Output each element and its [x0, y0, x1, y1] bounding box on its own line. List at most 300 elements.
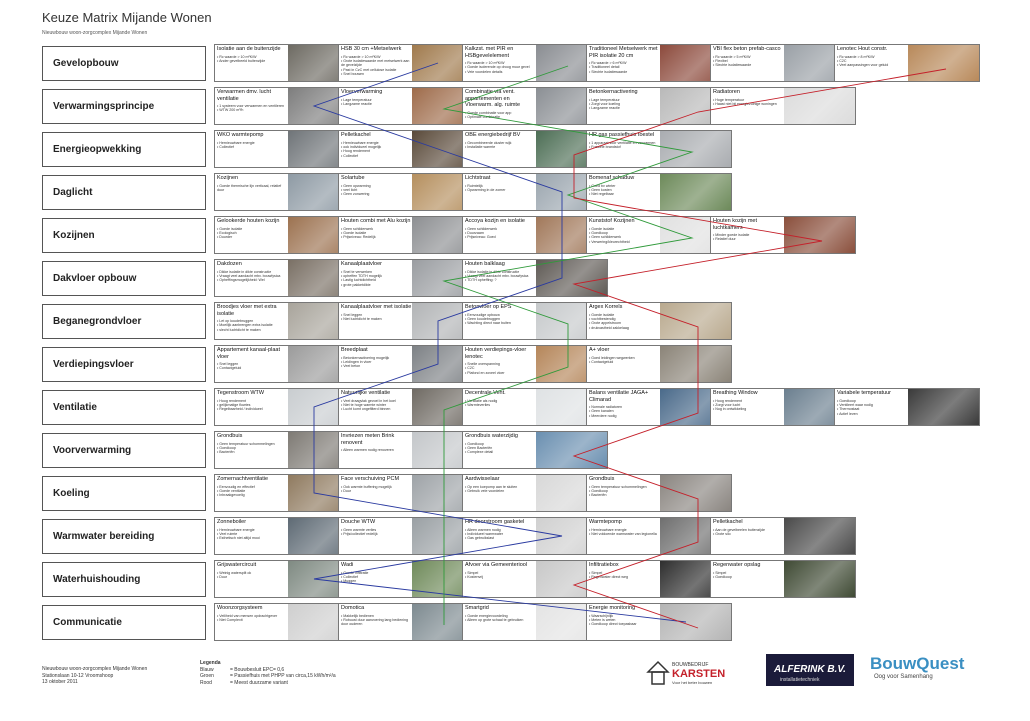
option-text [587, 174, 662, 210]
option-bullet: • opheffen TDTH mogelijk [341, 274, 412, 278]
option-bullets [341, 614, 412, 627]
option-bullet: • Rc waarde > 10 m²K/W [217, 55, 288, 59]
option-bullets [837, 55, 908, 68]
option-bullet: • Contactgeluid [589, 360, 660, 364]
option-bullet: • Minder goede isolatie [713, 233, 784, 237]
page-title: Keuze Matrix Mijande Wonen [42, 10, 212, 25]
option-text [215, 45, 290, 81]
option-text [463, 174, 538, 210]
option-bullet: • Hernieuwbare energie [217, 528, 288, 532]
option-bullets [341, 98, 412, 107]
karsten-text: KARSTEN [672, 668, 726, 680]
option-title: Energie monitoring [589, 605, 636, 611]
option-bullet: • Plafond en zoveel vloer [465, 371, 536, 375]
option-bullet: • Inbraakgevoelig [217, 493, 288, 497]
option-title: Kunststof Kozijnen [589, 218, 635, 224]
option-bullets [713, 55, 784, 68]
option-title: Wadi [341, 562, 354, 568]
option-bullet: • Vele voordelen details [465, 70, 536, 74]
option-text [711, 217, 786, 253]
row-label: Communicatie [42, 605, 206, 640]
option-bullets [217, 104, 288, 113]
option-photo [784, 561, 855, 597]
option-bullets [341, 141, 412, 159]
option-bullet: • Zorgt voor koeling [589, 102, 660, 106]
option-bullet: • Snel te verwerken [341, 270, 412, 274]
option-text [339, 303, 414, 339]
option-bullet: • grote pakketdikte [341, 283, 412, 287]
karsten-logo [646, 658, 730, 688]
option-title: Natuurlijke ventilatie [341, 390, 391, 396]
option-bullet: • Alleen warmen nodig renoveren [341, 448, 412, 452]
address-line: 13 oktober 2011 [42, 679, 78, 685]
option-bullet: • Veel aanpassingen voor geluid [837, 63, 908, 67]
option-bullet: • 1 apparaat voor ventilatie en verwarmen [589, 141, 660, 145]
option-photo [784, 518, 855, 554]
option-bullet: • Past in CzC met cellulose isolatie [341, 68, 412, 72]
option-title: Lenotec Hout constr. [837, 46, 888, 52]
option-title: Argex Korrels [589, 304, 623, 310]
option-text [339, 174, 414, 210]
option-cell [586, 173, 732, 211]
legend-key: Groen [200, 673, 214, 679]
option-title: Smartgrid [465, 605, 489, 611]
option-title: Grondbuis [589, 476, 615, 482]
option-bullet: • Slechte isolatiewaarde [713, 63, 784, 67]
option-bullets [589, 571, 660, 580]
option-text [215, 389, 290, 425]
option-text [587, 604, 662, 640]
option-bullet: • Collectief [341, 575, 412, 579]
option-bullet: • Niet te hoge warmte winter [341, 403, 412, 407]
option-title: Kalkzst. met PIR en HSBgevelelement [465, 46, 514, 59]
option-bullet: • Goede combinatie voor app [465, 111, 536, 115]
option-bullet: • gelijkmatige flowtes [217, 403, 288, 407]
option-text [587, 217, 662, 253]
option-title: Radiatoren [713, 89, 740, 95]
option-photo [660, 475, 731, 511]
option-title: Broodjes vloer met extra isolatie [217, 304, 277, 317]
option-bullet: • Ook warmte buffering mogelijk [341, 485, 412, 489]
option-cell [710, 216, 856, 254]
option-title: Balans ventilatie JAGA+ Climarad [589, 390, 649, 403]
option-bullets [217, 141, 288, 150]
option-photo [784, 217, 855, 253]
option-title: Combinatie via vent. appartementen en Vloerwarm. alg. ruimte [465, 89, 521, 108]
option-bullet: • Eenvoudige opbouw [465, 313, 536, 317]
page-subtitle: Nieuwbouw woon-zorgcomplex Mijande Wonen [42, 30, 148, 36]
option-bullets [589, 528, 660, 537]
option-bullets [341, 571, 412, 584]
option-bullet: • Op een koepomp aan te sluiten [465, 485, 536, 489]
option-text [587, 346, 662, 382]
option-bullets [341, 528, 412, 537]
alferink-logo [766, 654, 854, 686]
option-text [339, 518, 414, 554]
option-text [339, 88, 414, 124]
option-bullet: • Bacteriën [589, 493, 660, 497]
option-title: Kozijnen [217, 175, 239, 181]
option-title: Houten balklaag [465, 261, 505, 267]
option-title: VBI flex beton prefab-casco [713, 46, 781, 52]
option-bullet: • Rc waarde > 10 m²K/W [341, 55, 412, 59]
option-bullet: • Lage temperatuur [589, 98, 660, 102]
option-text [339, 432, 414, 468]
option-bullet: • Collectief [341, 154, 412, 158]
row-label: Voorverwarming [42, 433, 206, 468]
option-bullet: • Goedkoop [465, 442, 536, 446]
option-bullet: • Lucht komt ongefilterd binnen [341, 407, 412, 411]
option-cell [710, 560, 856, 598]
option-bullet: • Gecombineerde cluster wijk [465, 141, 536, 145]
option-bullets [465, 528, 536, 541]
option-bullet: • Regenwater direct weg [589, 575, 660, 579]
option-bullet: • Hernieuwbare energie [341, 141, 412, 145]
option-bullets [217, 399, 288, 412]
option-text [339, 346, 414, 382]
option-text [215, 432, 290, 468]
option-title: WKO warmtepomp [217, 132, 264, 138]
legend-key: Blauw [200, 666, 214, 673]
option-text [463, 518, 538, 554]
option-bullet: • Niet Complexit [217, 618, 288, 622]
option-bullets [465, 362, 536, 375]
option-bullets [713, 233, 784, 242]
bouwquest-text: BouwQuest [870, 654, 965, 673]
bouwquest-tagline: Oog voor Samenhang [874, 674, 933, 680]
option-text [215, 217, 290, 253]
option-bullet: • Simpel [465, 571, 536, 575]
option-bullet: • Prijsniveau: Redelijk [341, 235, 412, 239]
option-bullet: • drukvastheid zakkelaag [589, 326, 660, 330]
option-bullet: • Rc waarde > 6 m²K/W [589, 61, 660, 65]
option-bullet: • Prijsniveau: Goed [465, 235, 536, 239]
option-text [215, 518, 290, 554]
option-bullet: • Goede thermische lijn verticaal, relatief duur [217, 184, 288, 193]
legend-value: = Passiefhuis met PHPP van circa,15 kWh/m²/a [230, 673, 336, 679]
option-bullet: • Ecologisch [217, 231, 288, 235]
option-bullets [217, 571, 288, 580]
option-bullet: • Installatie warmte [465, 145, 536, 149]
option-text [463, 561, 538, 597]
option-text [587, 389, 662, 425]
option-bullet: • Langzame reactie [589, 106, 660, 110]
option-text [339, 131, 414, 167]
row-label: Verwarmingsprincipe [42, 89, 206, 124]
option-bullets [589, 227, 660, 245]
option-bullet: • Veiliheid van mensen opdrachtgever [217, 614, 288, 618]
option-bullet: • slecht luchtdicht te maken [217, 328, 288, 332]
option-bullet: • Normale radiatoren [589, 405, 660, 409]
option-bullets [713, 571, 784, 580]
option-bullet: • Niet voldoende warmwater van legionella [589, 532, 660, 536]
option-bullet: • Simpel [713, 571, 784, 575]
option-bullet: • Veel beton [341, 364, 412, 368]
option-bullet: • Grote isolatiewaarde met metselwerk aan de gevelzijde [341, 59, 412, 68]
option-bullet: • Alleen op grote schaal te gebruiken [465, 618, 536, 622]
option-bullets [589, 141, 660, 150]
legend-key: Rood [200, 679, 212, 686]
row-label: Ventilatie [42, 390, 206, 425]
option-bullet: • Goede isolatie [217, 227, 288, 231]
option-bullets [217, 485, 288, 498]
option-bullet: • Geen Bacteriën [465, 446, 536, 450]
option-text [711, 561, 786, 597]
option-text [711, 518, 786, 554]
option-bullet: • WTW 200 m³/h [217, 108, 288, 112]
option-bullet: • Duurder [217, 235, 288, 239]
option-bullet: • Duur [341, 489, 412, 493]
option-bullets [465, 61, 536, 74]
option-bullets [465, 111, 536, 120]
option-bullets [589, 184, 660, 197]
option-text [463, 432, 538, 468]
option-bullet: • Hoog rendement [341, 149, 412, 153]
option-bullet: • Prijs/collectief redelijk [341, 532, 412, 536]
option-text [215, 88, 290, 124]
option-bullet: • Traditioneel detail [589, 65, 660, 69]
option-title: Woonzorgsysteem [217, 605, 263, 611]
row-label: Waterhuishouding [42, 562, 206, 597]
option-title: HSB 30 cm +Metselwerk [341, 46, 402, 52]
option-bullet: • Goede isolatie [589, 227, 660, 231]
option-bullet: • Goede isolatie [589, 313, 660, 317]
option-text [215, 174, 290, 210]
option-bullet: • Grote appelstroom [589, 321, 660, 325]
option-bullet: • Complexe detail [465, 450, 536, 454]
option-bullet: • Geen schilderwerk [341, 227, 412, 231]
option-bullets [217, 55, 288, 64]
option-bullet: • Haast niet bij energiezuinige woningen [713, 102, 784, 106]
option-bullet: • Hernieuwbare energie [589, 528, 660, 532]
option-bullet: • Vraagt veel aandacht mbv. bouwfysica [217, 274, 288, 278]
option-bullet: • Weinig waterspilt ok [217, 571, 288, 575]
option-text [339, 217, 414, 253]
option-bullet: • Optimale combinatie [465, 115, 536, 119]
option-bullet: • Geen temperatuur schommelingen [217, 442, 288, 446]
option-bullet: • Goedkoop [837, 399, 908, 403]
option-bullet: • C2C [465, 366, 536, 370]
option-bullet: • Hoog rendement [217, 399, 288, 403]
option-text [835, 45, 910, 81]
option-bullets [465, 184, 536, 193]
option-bullet: • Zorgt voor lucht [713, 403, 784, 407]
option-bullet: • ook individueel mogelijk [341, 145, 412, 149]
option-bullets [217, 362, 288, 371]
row-label: Gevelopbouw [42, 46, 206, 81]
option-title: Bomenaf schaduw [589, 175, 635, 181]
option-text [463, 346, 538, 382]
option-title: Grondbuis [217, 433, 243, 439]
option-bullet: • Hernieuwbare energie [217, 141, 288, 145]
option-photo [660, 174, 731, 210]
option-bullet: • Snel leggen [341, 313, 412, 317]
option-bullets [465, 485, 536, 494]
option-title: Pelletkachel [341, 132, 371, 138]
option-bullet: • Flexibel [713, 59, 784, 63]
option-title: Kanaalplaatvloer [341, 261, 382, 267]
option-text [463, 260, 538, 296]
option-bullet: • Duurzaam [465, 231, 536, 235]
option-bullet: • Wachting direct naar buiten [465, 321, 536, 325]
option-text [835, 389, 910, 425]
option-bullet: • Goed leidingen wegwerken [589, 356, 660, 360]
option-cell [586, 130, 732, 168]
option-bullets [465, 227, 536, 240]
option-bullet: • Geen opwarming [341, 184, 412, 188]
option-bullets [465, 313, 536, 326]
option-bullet: • Geen warmte verlies [341, 528, 412, 532]
option-bullet: • Contactgeluid [217, 366, 288, 370]
option-bullet: • Geen schilderwerk [465, 227, 536, 231]
option-bullets [217, 270, 288, 283]
option-bullets [465, 270, 536, 283]
option-bullet: • Goede infiltratie [341, 571, 412, 575]
option-title: Pelletkachel [713, 519, 743, 525]
option-bullet: • Ruimtelijk [465, 184, 536, 188]
option-bullet: • Nog in ontwikkeling [713, 407, 784, 411]
option-cell [586, 603, 732, 641]
option-cell [462, 259, 608, 297]
option-bullet: • Goede isolatie [341, 231, 412, 235]
option-bullet: • Meerdere nodig [589, 414, 660, 418]
option-text [215, 475, 290, 511]
option-title: Kanaalplaatvloer met isolatie [341, 304, 412, 310]
option-bullet: • Aan de gevelbeelen buitenzijde [713, 528, 784, 532]
option-photo [660, 346, 731, 382]
option-bullets [465, 141, 536, 150]
option-bullets [341, 227, 412, 240]
legend-value: = Bouwbesluit EPC= 0,6 [230, 666, 285, 673]
option-title: Face verschuiving PCM [341, 476, 400, 482]
option-bullet: • Relatief duur [713, 237, 784, 241]
option-title: Decentrale Vent. [465, 390, 506, 396]
option-bullets [341, 270, 412, 288]
row-label: Dakvloer opbouw [42, 261, 206, 296]
option-bullets [217, 184, 288, 193]
option-bullets [589, 614, 660, 627]
option-bullet: • Eenvoudig en effectief [217, 485, 288, 489]
option-text [463, 604, 538, 640]
option-title: Isolatie aan de buitenzijde [217, 46, 281, 52]
row-label: Warmwater bereiding [42, 519, 206, 554]
option-bullets [589, 405, 660, 418]
option-title: Betonkernactivering [589, 89, 638, 95]
option-title: Warmtepomp [589, 519, 622, 525]
option-text [339, 561, 414, 597]
option-bullets [465, 442, 536, 455]
option-bullet: • Bacteriën [217, 450, 288, 454]
option-bullets [589, 98, 660, 111]
legend-value: = Meest duurzame variant [230, 679, 288, 686]
option-title: Houten kozijn met luchtkamers [713, 218, 758, 231]
option-cell [710, 87, 856, 125]
option-cell [834, 388, 980, 426]
option-bullet: • Alleen warmen nodig [465, 528, 536, 532]
option-text [587, 88, 662, 124]
option-bullets [217, 528, 288, 541]
option-title: Breedplaat [341, 347, 368, 353]
option-title: A+ vloer [589, 347, 610, 353]
option-text [463, 389, 538, 425]
option-photo [536, 260, 607, 296]
option-bullet: • C2C [837, 59, 908, 63]
option-bullet: • Grote silo [713, 532, 784, 536]
option-bullet: • Dikke isolatie in dikte constructie [465, 270, 536, 274]
legend-row [200, 680, 336, 687]
option-bullets [341, 184, 412, 197]
option-title: Regenwater opslag [713, 562, 761, 568]
option-bullet: • Esthetisch niet altijd mooi [217, 536, 288, 540]
option-bullets [713, 399, 784, 412]
option-bullets [217, 227, 288, 240]
karsten-small-text: BOUWBEDRIJF [672, 662, 709, 668]
option-bullet: • Fossiele brandstof [589, 145, 660, 149]
option-text [587, 45, 662, 81]
option-bullet: • Duur [217, 575, 288, 579]
option-bullet: • Makkelijk bedienen [341, 614, 412, 618]
option-title: Infiltratiebox [589, 562, 619, 568]
option-bullets [589, 61, 660, 74]
option-title: Vloerverwarming [341, 89, 383, 95]
option-text [215, 303, 290, 339]
option-bullet: • Collectief [217, 145, 288, 149]
option-bullet: • Geen kanalen [589, 409, 660, 413]
option-title: Grondbuis waterzijdig [465, 433, 518, 439]
option-bullet: • Lage temperatuur [341, 98, 412, 102]
option-bullets [589, 356, 660, 365]
option-bullets [341, 356, 412, 369]
option-bullets [465, 399, 536, 408]
option-bullets [713, 98, 784, 107]
option-text [711, 88, 786, 124]
option-bullet: • Dikke isolatie in dikte constructie [217, 270, 288, 274]
option-bullet: • TDTH opheffing: ? [465, 278, 536, 282]
option-text [215, 604, 290, 640]
row-label: Verdiepingsvloer [42, 347, 206, 382]
option-cell [586, 474, 732, 512]
option-title: Grijswatercircuit [217, 562, 257, 568]
option-bullet: • Goed bv winter [589, 184, 660, 188]
option-title: Breathing Window [713, 390, 758, 396]
address-line: Nieuwbouw woon-zorgcomplex Mijande Wonen [42, 666, 148, 672]
option-bullet: • Geen temperatuur schommelingen [589, 485, 660, 489]
option-cell [710, 517, 856, 555]
option-text [587, 475, 662, 511]
option-bullet: • Regelbaarheid / individueel [217, 407, 288, 411]
option-text [463, 131, 538, 167]
option-bullet: • Niet regelbaar [589, 192, 660, 196]
option-bullets [341, 399, 412, 412]
option-bullet: • Snel bouwen [341, 72, 412, 76]
option-title: Douche WTW [341, 519, 376, 525]
karsten-tagline: Voor het beter bouwen [672, 680, 713, 685]
option-text [711, 389, 786, 425]
option-text [339, 389, 414, 425]
alferink-subtext: installatietechniek [780, 677, 820, 683]
option-cell [586, 302, 732, 340]
option-text [587, 131, 662, 167]
option-bullets [341, 448, 412, 452]
address-line: Stationslaan 10-12 Vroomshoop [42, 672, 114, 679]
option-bullet: • veel licht [341, 188, 412, 192]
option-bullet: • Leidingen in vloer [341, 360, 412, 364]
option-bullet: • Robuust duur aanvoering lang bediening door ouderen [341, 618, 412, 627]
option-title: Accoya kozijn en isolatie [465, 218, 525, 224]
option-text [215, 561, 290, 597]
option-title: Houten combi met Alu kozijn [341, 218, 411, 224]
option-title: Afvoer via Gemeenteriool [465, 562, 528, 568]
